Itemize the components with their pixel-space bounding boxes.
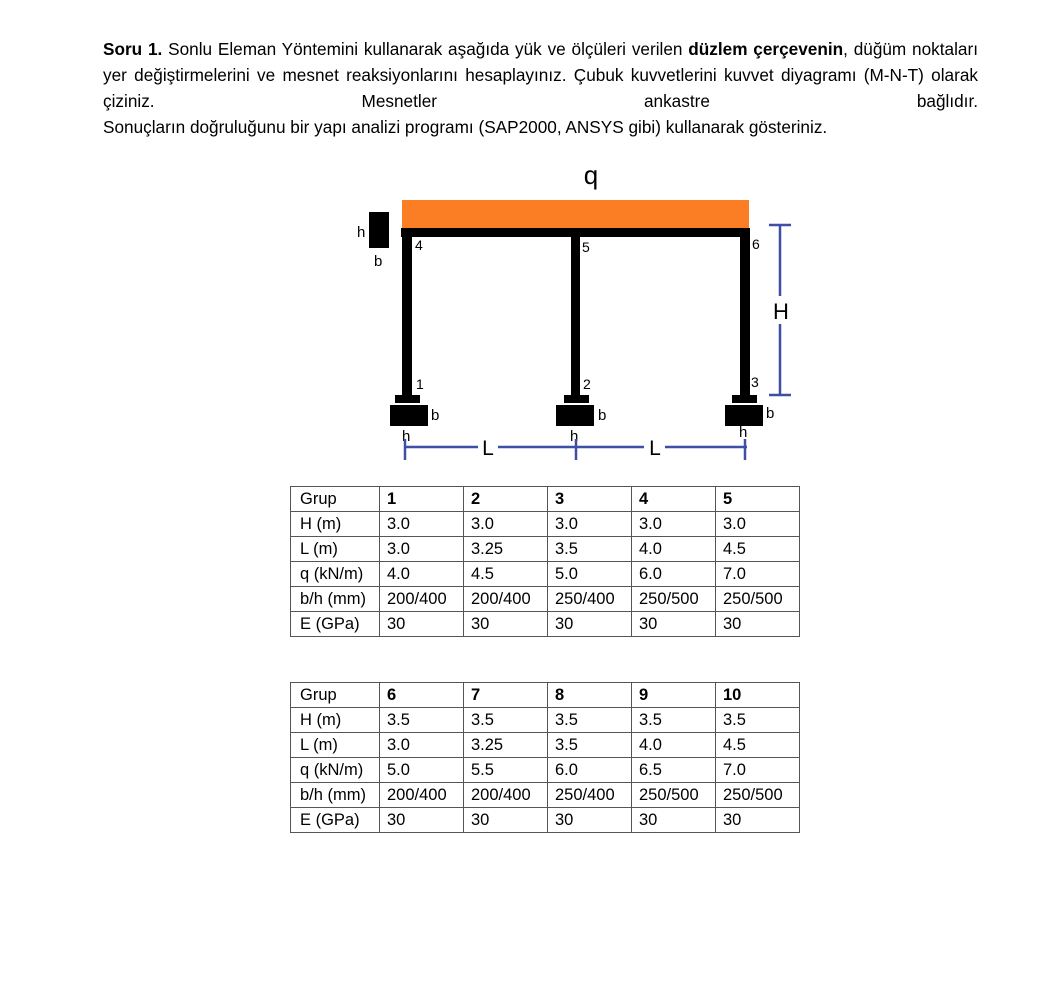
support-1-b-label: b [431, 407, 440, 424]
support-2-b-label: b [598, 407, 607, 424]
cell-value: 4.0 [632, 733, 716, 758]
cell-value: 200/400 [464, 587, 548, 612]
question-instruction: Sonuçların doğruluğunu bir yapı analizi programı (SAP2000, ANSYS gibi) kullanarak gösteriniz. [103, 117, 828, 137]
cell-value: 3.0 [716, 512, 800, 537]
cell-value: 30 [464, 808, 548, 833]
cell-value: 4.0 [632, 537, 716, 562]
cell-value: 200/400 [380, 587, 464, 612]
load-label-q: q [583, 160, 599, 190]
cell-value: 30 [632, 612, 716, 637]
cell-value: 6.0 [632, 562, 716, 587]
cell-value: 3.25 [464, 733, 548, 758]
node-5-label: 5 [582, 239, 590, 255]
cell-value: 3.5 [548, 537, 632, 562]
row-label: H (m) [291, 512, 380, 537]
cell-value: 30 [632, 808, 716, 833]
support-3-b-label: b [766, 405, 775, 422]
cell-value: 7.0 [716, 758, 800, 783]
table-header-label: Grup [291, 487, 380, 512]
cell-value: 3.5 [716, 708, 800, 733]
question-bold-phrase: düzlem çerçevenin [688, 39, 844, 59]
cell-value: 30 [464, 612, 548, 637]
table-header-label: Grup [291, 683, 380, 708]
cell-value: 250/400 [548, 587, 632, 612]
cell-value: 30 [716, 612, 800, 637]
group-number: 4 [632, 487, 716, 512]
parameter-table-groups-1-5 [290, 486, 800, 637]
node-3-label: 3 [751, 374, 759, 390]
cell-value: 6.5 [632, 758, 716, 783]
row-label: H (m) [291, 708, 380, 733]
support-plate-3 [732, 395, 757, 403]
table-row [291, 808, 800, 833]
row-label: E (GPa) [291, 612, 380, 637]
left-column [402, 228, 412, 395]
span-dimension [405, 437, 747, 460]
row-label: b/h (mm) [291, 783, 380, 808]
question-text-after: , düğüm noktaları yer değiştirmelerini ve mesnet reaksiyonlarını hesaplayınız. Çubuk kuvvetlerini kuvvet diyagramı (M-N-T) olarak çiziniz. Mesnetler ankastre bağlıdır. [103, 39, 978, 111]
cross-section-legend [369, 212, 389, 248]
cell-value: 3.0 [380, 537, 464, 562]
cell-value: 5.5 [464, 758, 548, 783]
group-number: 8 [548, 683, 632, 708]
cell-value: 250/500 [632, 587, 716, 612]
cell-value: 250/400 [548, 783, 632, 808]
cell-value: 3.5 [548, 733, 632, 758]
frame-diagram [0, 0, 1053, 470]
group-number: 5 [716, 487, 800, 512]
support-base-2 [556, 405, 594, 426]
span-label-L-1: L [482, 437, 494, 460]
row-label: q (kN/m) [291, 758, 380, 783]
node-2-label: 2 [583, 376, 591, 392]
group-number: 9 [632, 683, 716, 708]
cell-value: 30 [548, 808, 632, 833]
cell-value: 3.5 [632, 708, 716, 733]
cell-value: 30 [548, 612, 632, 637]
group-number: 1 [380, 487, 464, 512]
section-legend-h: h [357, 224, 366, 241]
cell-value: 200/400 [380, 783, 464, 808]
group-number: 7 [464, 683, 548, 708]
table-row [291, 612, 800, 637]
node-1-label: 1 [416, 376, 424, 392]
table-row [291, 758, 800, 783]
row-label: L (m) [291, 733, 380, 758]
table-row [291, 537, 800, 562]
row-label: L (m) [291, 537, 380, 562]
cell-value: 7.0 [716, 562, 800, 587]
cell-value: 30 [716, 808, 800, 833]
cell-value: 5.0 [380, 758, 464, 783]
row-label: q (kN/m) [291, 562, 380, 587]
cell-value: 4.0 [380, 562, 464, 587]
cell-value: 3.0 [380, 733, 464, 758]
cell-value: 3.5 [380, 708, 464, 733]
row-label: E (GPa) [291, 808, 380, 833]
cell-value: 3.5 [464, 708, 548, 733]
group-number: 3 [548, 487, 632, 512]
table-row [291, 783, 800, 808]
cell-value: 4.5 [716, 733, 800, 758]
cell-value: 3.0 [380, 512, 464, 537]
span-label-L-2: L [649, 437, 661, 460]
cell-value: 4.5 [716, 537, 800, 562]
support-3-h-label: h [739, 424, 748, 441]
group-number: 2 [464, 487, 548, 512]
height-dimension [769, 225, 791, 396]
middle-column [571, 228, 580, 395]
row-label: b/h (mm) [291, 587, 380, 612]
support-plate-2 [564, 395, 589, 403]
support-plate-1 [395, 395, 420, 403]
cell-value: 3.0 [464, 512, 548, 537]
cell-value: 4.5 [464, 562, 548, 587]
section-legend-b: b [374, 253, 383, 270]
support-1-h-label: h [402, 428, 411, 445]
cell-value: 3.5 [548, 708, 632, 733]
distributed-load-bar [402, 200, 749, 228]
cell-value: 200/400 [464, 783, 548, 808]
cell-value: 5.0 [548, 562, 632, 587]
question-label: Soru 1. [103, 39, 163, 59]
support-base-3 [725, 405, 763, 426]
group-number: 10 [716, 683, 800, 708]
table-row [291, 562, 800, 587]
table-header-row [291, 683, 800, 708]
question-text-before: Sonlu Eleman Yöntemini kullanarak aşağıda yük ve ölçüleri verilen [162, 39, 689, 59]
table-row [291, 733, 800, 758]
parameter-table-groups-6-10 [290, 682, 800, 833]
cell-value: 30 [380, 612, 464, 637]
node-4-label: 4 [415, 237, 423, 253]
group-number: 6 [380, 683, 464, 708]
table-row [291, 587, 800, 612]
cell-value: 250/500 [632, 783, 716, 808]
cell-value: 6.0 [548, 758, 632, 783]
table-header-row [291, 487, 800, 512]
cell-value: 3.0 [548, 512, 632, 537]
node-6-label: 6 [752, 236, 760, 252]
cell-value: 250/500 [716, 783, 800, 808]
height-label-H: H [773, 299, 789, 324]
table-row [291, 708, 800, 733]
right-column [740, 228, 750, 395]
cell-value: 3.0 [632, 512, 716, 537]
support-base-1 [390, 405, 428, 426]
cell-value: 3.25 [464, 537, 548, 562]
table-row [291, 512, 800, 537]
cell-value: 30 [380, 808, 464, 833]
support-2-h-label: h [570, 428, 579, 445]
cell-value: 250/500 [716, 587, 800, 612]
